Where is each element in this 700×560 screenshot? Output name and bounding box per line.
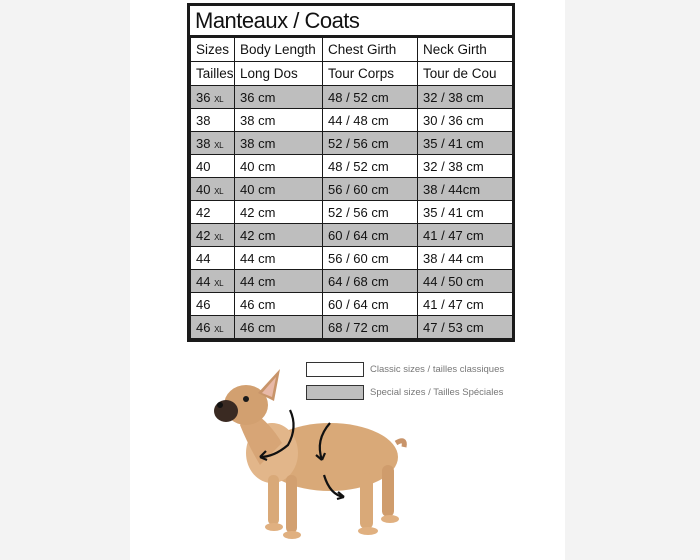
right-backdrop	[565, 0, 700, 560]
xl-suffix: XL	[214, 324, 224, 334]
header-row-fr	[191, 62, 513, 86]
cell-chest-girth: 68 / 72 cm	[323, 316, 418, 339]
cell-chest-girth: 48 / 52 cm	[323, 86, 418, 109]
size-table	[190, 37, 513, 339]
size-value: 36	[196, 89, 211, 105]
size-value: 44	[196, 250, 211, 266]
xl-suffix: XL	[214, 278, 224, 288]
cell-body-length: 42 cm	[235, 201, 323, 224]
size-value: 46	[196, 296, 211, 312]
cell-neck-girth: 44 / 50 cm	[418, 270, 513, 293]
xl-suffix: XL	[214, 94, 224, 104]
table-row	[191, 224, 513, 247]
cell-size	[191, 293, 235, 316]
cell-size	[191, 155, 235, 178]
xl-suffix: XL	[214, 232, 224, 242]
cell-body-length: 36 cm	[235, 86, 323, 109]
header-chest-girth: Chest Girth	[323, 38, 418, 62]
table-row	[191, 178, 513, 201]
size-value: 46	[196, 319, 211, 335]
cell-size	[191, 86, 235, 109]
legend-special-label: Special sizes / Tailles Spéciales	[370, 387, 504, 398]
cell-chest-girth: 56 / 60 cm	[323, 247, 418, 270]
cell-body-length: 40 cm	[235, 155, 323, 178]
cell-body-length: 38 cm	[235, 132, 323, 155]
cell-size	[191, 224, 235, 247]
cell-size	[191, 316, 235, 339]
table-row	[191, 270, 513, 293]
cell-body-length: 44 cm	[235, 247, 323, 270]
size-value: 38	[196, 112, 211, 128]
cell-chest-girth: 52 / 56 cm	[323, 201, 418, 224]
cell-body-length: 38 cm	[235, 109, 323, 132]
cell-body-length: 42 cm	[235, 224, 323, 247]
cell-neck-girth: 35 / 41 cm	[418, 132, 513, 155]
cell-chest-girth: 48 / 52 cm	[323, 155, 418, 178]
cell-neck-girth: 35 / 41 cm	[418, 201, 513, 224]
left-backdrop	[0, 0, 130, 560]
cell-size	[191, 270, 235, 293]
cell-neck-girth: 41 / 47 cm	[418, 293, 513, 316]
table-row	[191, 155, 513, 178]
cell-neck-girth: 32 / 38 cm	[418, 155, 513, 178]
header-body-length: Body Length	[235, 38, 323, 62]
cell-neck-girth: 32 / 38 cm	[418, 86, 513, 109]
cell-size	[191, 247, 235, 270]
size-chart	[187, 3, 515, 342]
size-value: 42	[196, 227, 211, 243]
chart-title: Manteaux / Coats	[190, 6, 512, 37]
cell-chest-girth: 56 / 60 cm	[323, 178, 418, 201]
size-value: 40	[196, 181, 211, 197]
table-row	[191, 201, 513, 224]
size-value: 38	[196, 135, 211, 151]
cell-chest-girth: 60 / 64 cm	[323, 293, 418, 316]
cell-neck-girth: 41 / 47 cm	[418, 224, 513, 247]
table-row	[191, 293, 513, 316]
cell-chest-girth: 44 / 48 cm	[323, 109, 418, 132]
table-row	[191, 132, 513, 155]
cell-size	[191, 201, 235, 224]
header-row-en	[191, 38, 513, 62]
table-row	[191, 109, 513, 132]
legend-classic-label: Classic sizes / tailles classiques	[370, 364, 505, 375]
header-tour-corps: Tour Corps	[323, 62, 418, 86]
table-row	[191, 247, 513, 270]
header-neck-girth: Neck Girth	[418, 38, 513, 62]
cell-neck-girth: 38 / 44 cm	[418, 247, 513, 270]
cell-chest-girth: 60 / 64 cm	[323, 224, 418, 247]
header-tour-de-cou: Tour de Cou	[418, 62, 513, 86]
cell-body-length: 46 cm	[235, 316, 323, 339]
size-value: 44	[196, 273, 211, 289]
header-tailles: Tailles	[191, 62, 235, 86]
table-row	[191, 316, 513, 339]
xl-suffix: XL	[214, 186, 224, 196]
header-long-dos: Long Dos	[235, 62, 323, 86]
cell-body-length: 40 cm	[235, 178, 323, 201]
cell-size	[191, 132, 235, 155]
cell-neck-girth: 47 / 53 cm	[418, 316, 513, 339]
cell-chest-girth: 64 / 68 cm	[323, 270, 418, 293]
cell-chest-girth: 52 / 56 cm	[323, 132, 418, 155]
size-value: 40	[196, 158, 211, 174]
cell-neck-girth: 30 / 36 cm	[418, 109, 513, 132]
size-value: 42	[196, 204, 211, 220]
xl-suffix: XL	[214, 140, 224, 150]
cell-body-length: 46 cm	[235, 293, 323, 316]
header-sizes: Sizes	[191, 38, 235, 62]
cell-size	[191, 178, 235, 201]
table-row	[191, 86, 513, 109]
dog-measurement-icon	[210, 365, 420, 550]
cell-size	[191, 109, 235, 132]
cell-body-length: 44 cm	[235, 270, 323, 293]
cell-neck-girth: 38 / 44cm	[418, 178, 513, 201]
